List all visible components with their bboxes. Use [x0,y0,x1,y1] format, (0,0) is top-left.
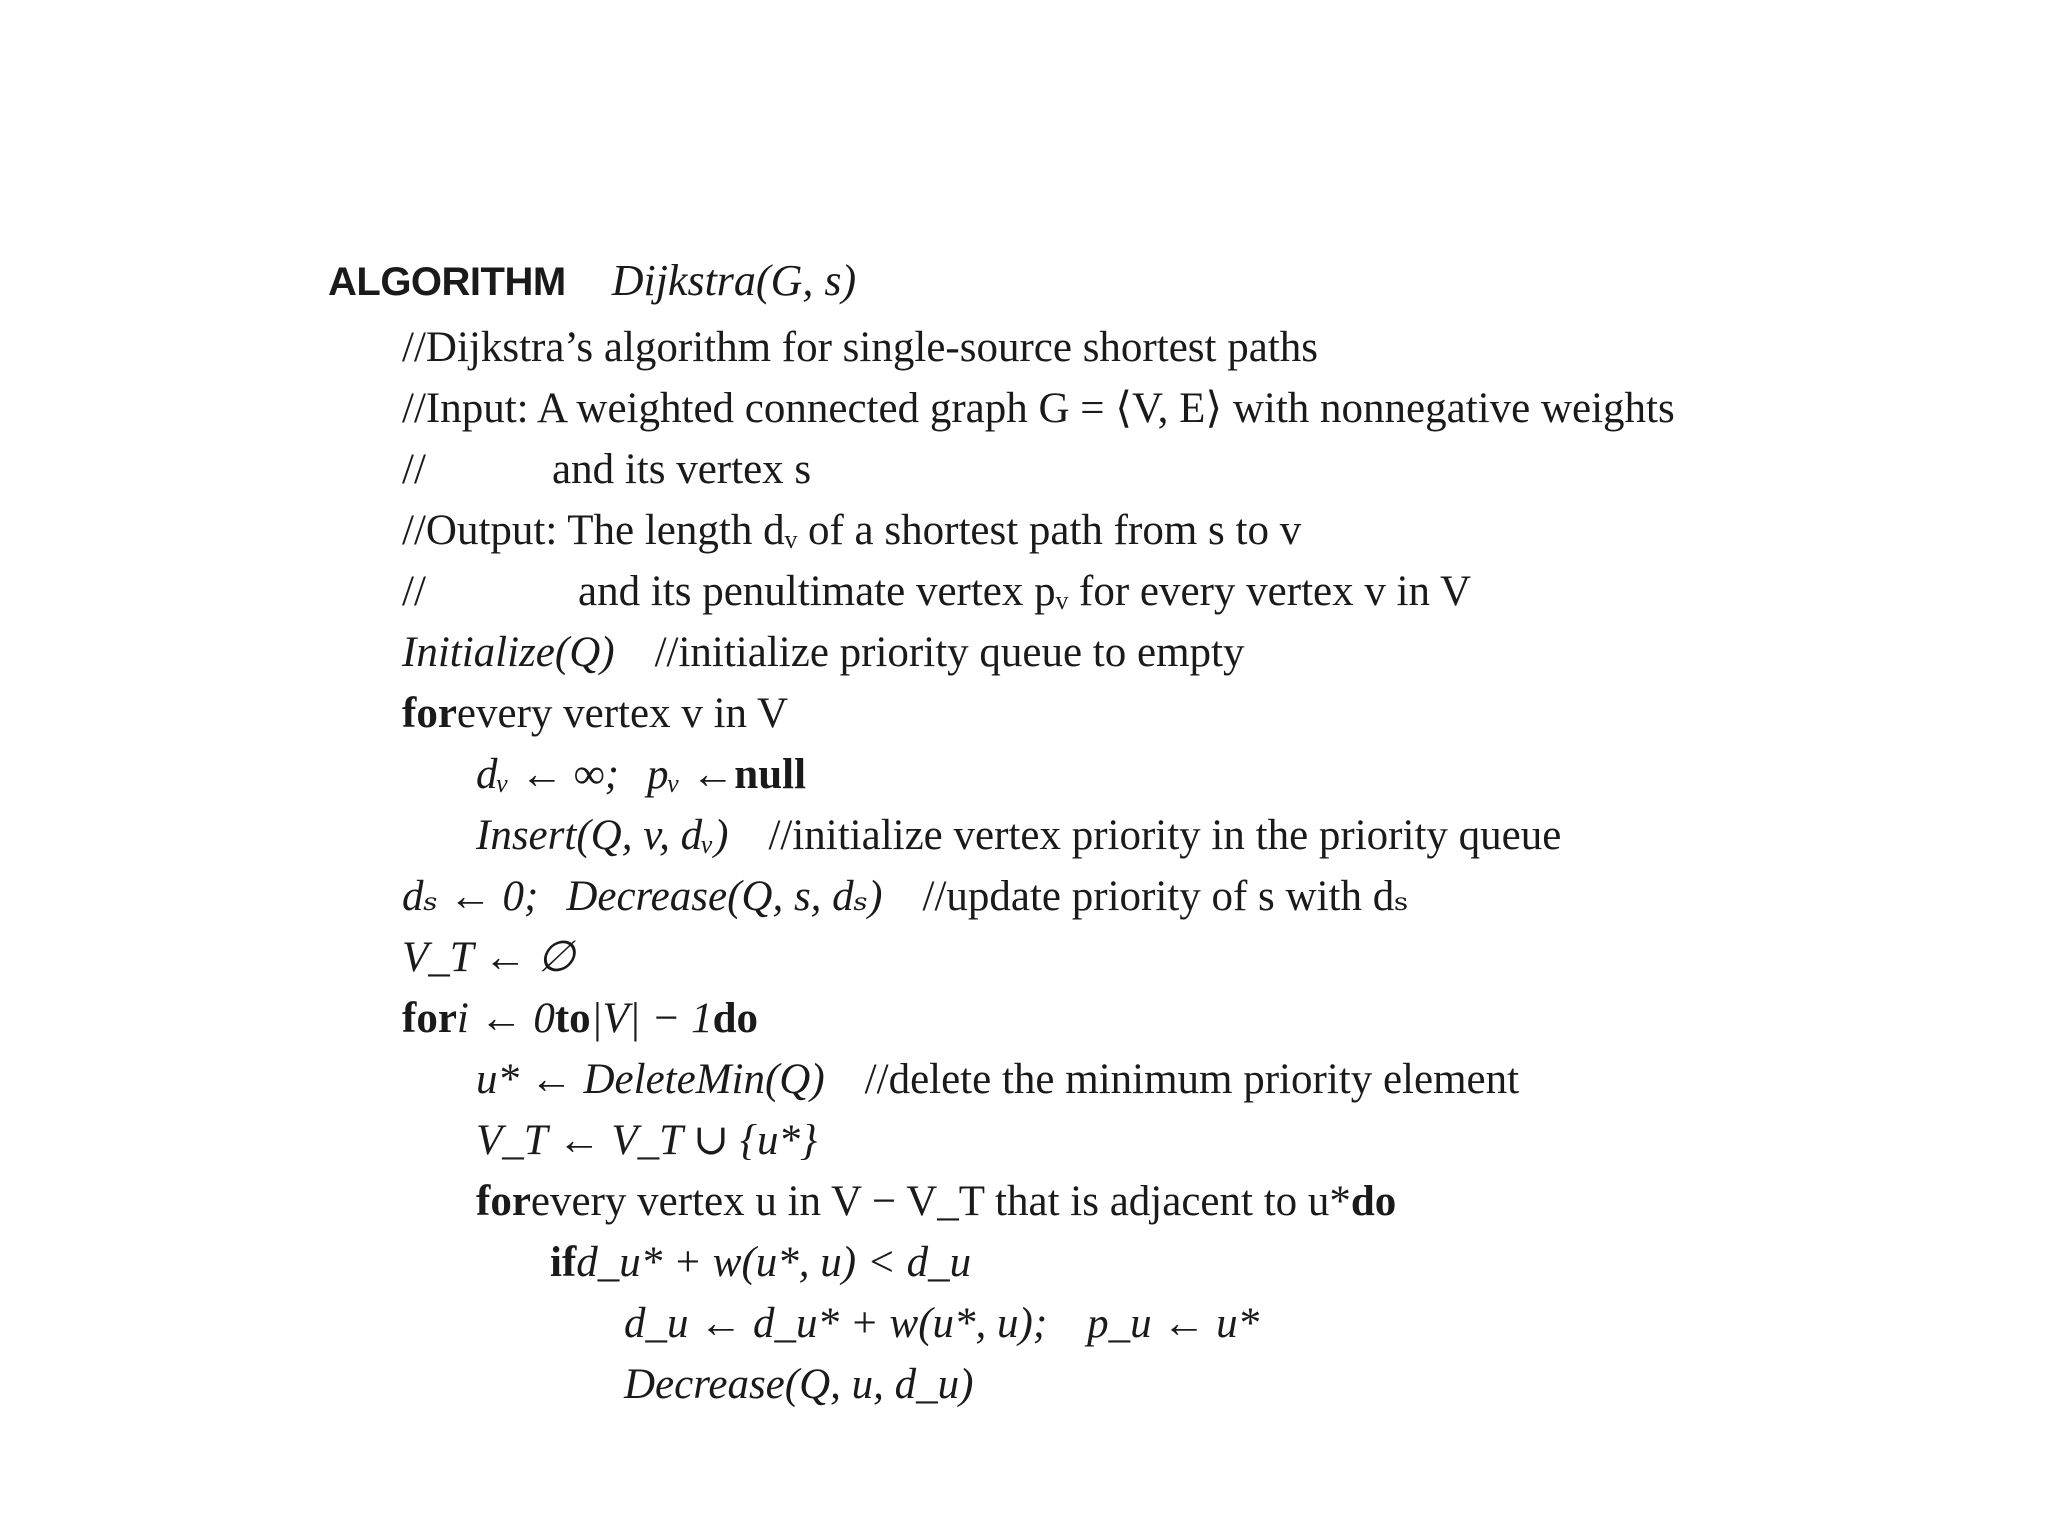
code-line-decrease-u [328,1354,1828,1415]
code-line-init-distance [328,744,1828,805]
code-assign: dₛ ← 0; [402,873,539,920]
code-line-for-loop [328,988,1828,1049]
code-line-insert [328,805,1828,866]
code-assign: u* ← DeleteMin(Q) [476,1056,825,1103]
code-assign: dᵥ ← ∞; [476,751,620,798]
comment-text: //Dijkstra’s algorithm for single-source shortest paths [402,324,1318,371]
keyword-do: do [1350,1178,1397,1225]
comment-slashes: // [402,446,426,493]
inline-comment: //initialize priority queue to empty [654,629,1245,676]
comment-text: //Output: The length dᵥ of a shortest path from s to v [402,507,1302,554]
code-line-decrease-source [328,866,1828,927]
comment-line-input-cont [328,439,1828,500]
comment-text: //Input: A weighted connected graph G = ⟨V, E⟩ with nonnegative weights [402,385,1675,432]
keyword-for: for [476,1178,531,1225]
code-text: d_u* + w(u*, u) < d_u [576,1239,972,1286]
comment-line-input [328,378,1828,439]
code-assign: V_T ← V_T ∪ {u*} [476,1117,818,1164]
code-assign: d_u ← d_u* + w(u*, u); [624,1300,1048,1347]
comment-slashes: // [402,568,426,615]
code-call: Insert(Q, v, dᵥ) [476,812,729,859]
comment-text: and its vertex s [552,446,812,493]
code-text: every vertex u in V − V_T that is adjacent to u* [530,1178,1351,1225]
code-line-relax-update [328,1293,1828,1354]
code-text: i ← 0 [456,995,555,1042]
code-line-init-tree [328,927,1828,988]
code-call: Decrease(Q, u, d_u) [624,1361,974,1408]
inline-comment: //delete the minimum priority element [864,1056,1520,1103]
code-text: |V| − 1 [590,995,713,1042]
comment-line-output [328,500,1828,561]
code-call: Initialize(Q) [402,629,615,676]
code-line-if-relax [328,1232,1828,1293]
comment-line-description [328,317,1828,378]
inline-comment: //initialize vertex priority in the priority queue [768,812,1562,859]
code-line-for-vertices [328,683,1828,744]
code-line-delete-min [328,1049,1828,1110]
keyword-do: do [712,995,759,1042]
comment-line-output-cont [328,561,1828,622]
code-assign: V_T ← ∅ [402,934,575,981]
algorithm-header [328,255,1828,317]
algorithm-block [328,255,1828,1415]
keyword-for: for [402,690,457,737]
code-assign: p_u ← u* [1087,1300,1260,1347]
keyword-if: if [550,1239,577,1286]
keyword-for: for [402,995,457,1042]
inline-comment: //update priority of s with dₛ [922,873,1409,920]
code-assign: pᵥ ← [647,751,735,798]
code-text: every vertex v in V [456,690,789,737]
comment-text: and its penultimate vertex pᵥ for every vertex v in V [578,568,1472,615]
algorithm-signature: Dijkstra(G, s) [611,256,857,305]
keyword-null: null [734,751,807,798]
algorithm-keyword: ALGORITHM [328,260,566,304]
keyword-to: to [554,995,591,1042]
code-line-for-adjacent [328,1171,1828,1232]
code-call: Decrease(Q, s, dₛ) [566,873,883,920]
code-line-add-to-tree [328,1110,1828,1171]
code-line-initialize [328,622,1828,683]
